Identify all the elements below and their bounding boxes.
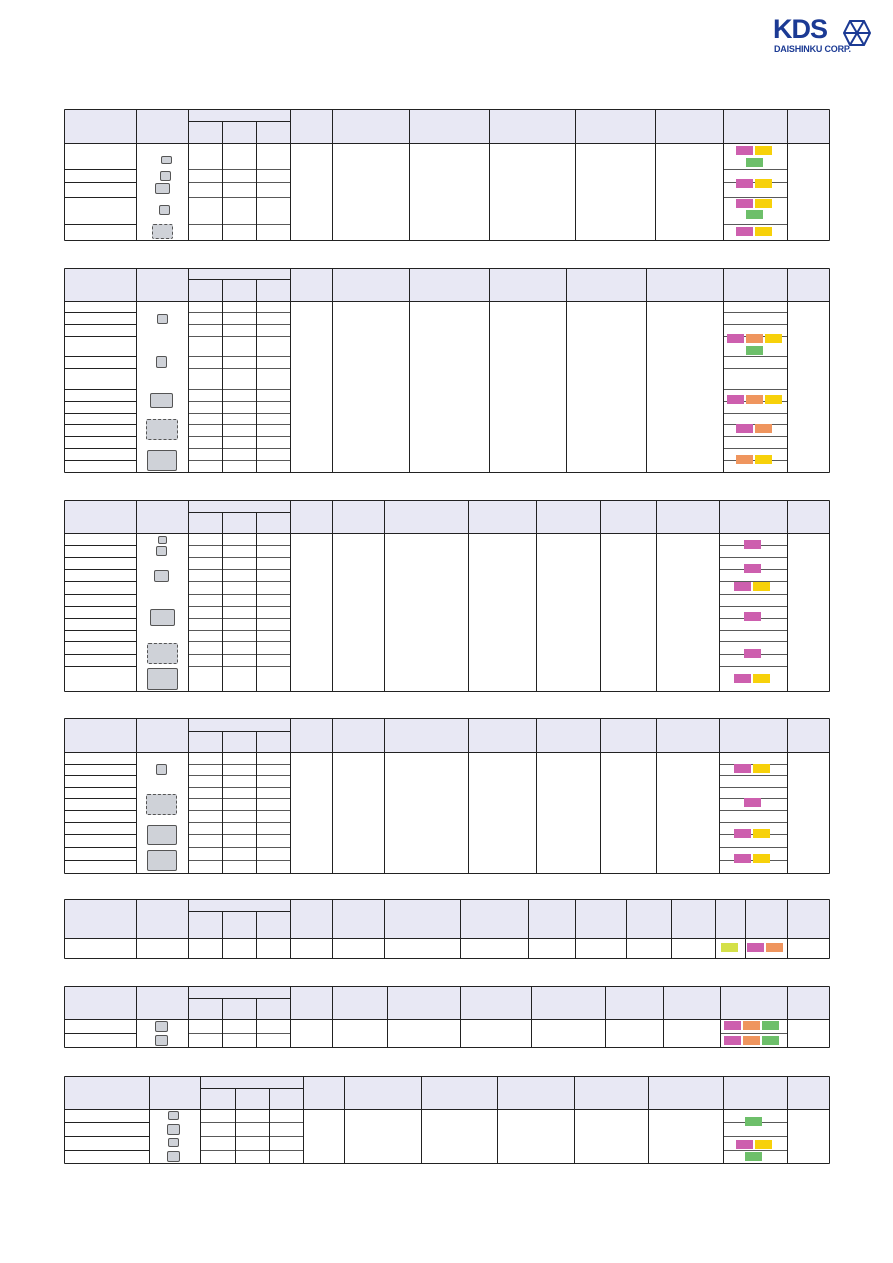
package-outline [168,1111,179,1120]
marker-chip [766,943,783,952]
marker-chip [744,612,761,621]
package-outline [157,314,168,324]
marker-chip [755,199,772,208]
marker-chip [753,829,770,838]
logo-wordmark: KDS [773,14,828,44]
marker-chip [734,764,751,773]
marker-chip [755,424,772,433]
package-outline [147,643,178,664]
package-outline [156,546,167,556]
marker-chip [745,1117,762,1126]
marker-chip [734,829,751,838]
marker-chip [755,179,772,188]
product-table-1 [64,109,829,240]
package-outline [168,1138,179,1147]
package-outline [161,156,172,164]
marker-chip [736,424,753,433]
product-table-3 [64,500,829,691]
marker-chip [746,158,763,167]
marker-chip [736,179,753,188]
marker-chip [734,674,751,683]
package-outline [160,171,171,181]
package-outline [147,450,177,471]
package-outline [156,764,167,775]
marker-chip [734,582,751,591]
marker-chip [753,674,770,683]
package-outline [155,1021,168,1032]
product-table-6 [64,986,829,1047]
package-outline [167,1124,180,1135]
marker-chip [736,146,753,155]
marker-chip [744,564,761,573]
marker-chip [736,227,753,236]
package-outline [150,609,175,626]
package-outline [150,393,173,408]
marker-chip [744,649,761,658]
marker-chip [747,943,764,952]
marker-chip [734,854,751,863]
marker-chip [736,455,753,464]
kds-logo [773,14,873,60]
table-grid [64,718,830,874]
package-outline [147,668,178,690]
package-outline [158,536,167,544]
marker-chip [744,798,761,807]
package-outline [147,825,177,845]
marker-chip [762,1036,779,1045]
logo-hexagon-icon [843,20,871,46]
marker-chip [724,1036,741,1045]
marker-chip [755,146,772,155]
package-outline [147,850,177,871]
marker-chip [743,1021,760,1030]
product-table-4 [64,718,829,873]
marker-chip [753,854,770,863]
marker-chip [736,199,753,208]
package-outline [156,356,167,368]
marker-chip [765,395,782,404]
table-grid [64,109,830,241]
table-grid [64,268,830,473]
marker-chip [753,764,770,773]
marker-chip [755,227,772,236]
product-table-2 [64,268,829,472]
marker-chip [727,395,744,404]
package-outline [152,224,173,239]
marker-chip [736,1140,753,1149]
table-grid [64,899,830,959]
package-outline [154,570,169,582]
package-outline [155,183,170,194]
package-outline [167,1151,180,1162]
package-outline [146,419,178,440]
table-grid [64,986,830,1048]
marker-chip [762,1021,779,1030]
marker-chip [743,1036,760,1045]
product-table-7 [64,1076,829,1163]
table-grid [64,500,830,692]
product-table-5 [64,899,829,958]
marker-chip [753,582,770,591]
marker-chip [744,540,761,549]
marker-chip [746,334,763,343]
package-outline [146,794,177,815]
marker-chip [727,334,744,343]
marker-chip [755,455,772,464]
package-outline [155,1035,168,1046]
marker-chip [745,1152,762,1161]
logo-company-name: DAISHINKU CORP. [774,44,851,54]
marker-chip [755,1140,772,1149]
marker-chip [746,210,763,219]
marker-chip [724,1021,741,1030]
marker-chip [746,346,763,355]
marker-chip [765,334,782,343]
marker-chip [721,943,738,952]
marker-chip [746,395,763,404]
package-outline [159,205,170,215]
